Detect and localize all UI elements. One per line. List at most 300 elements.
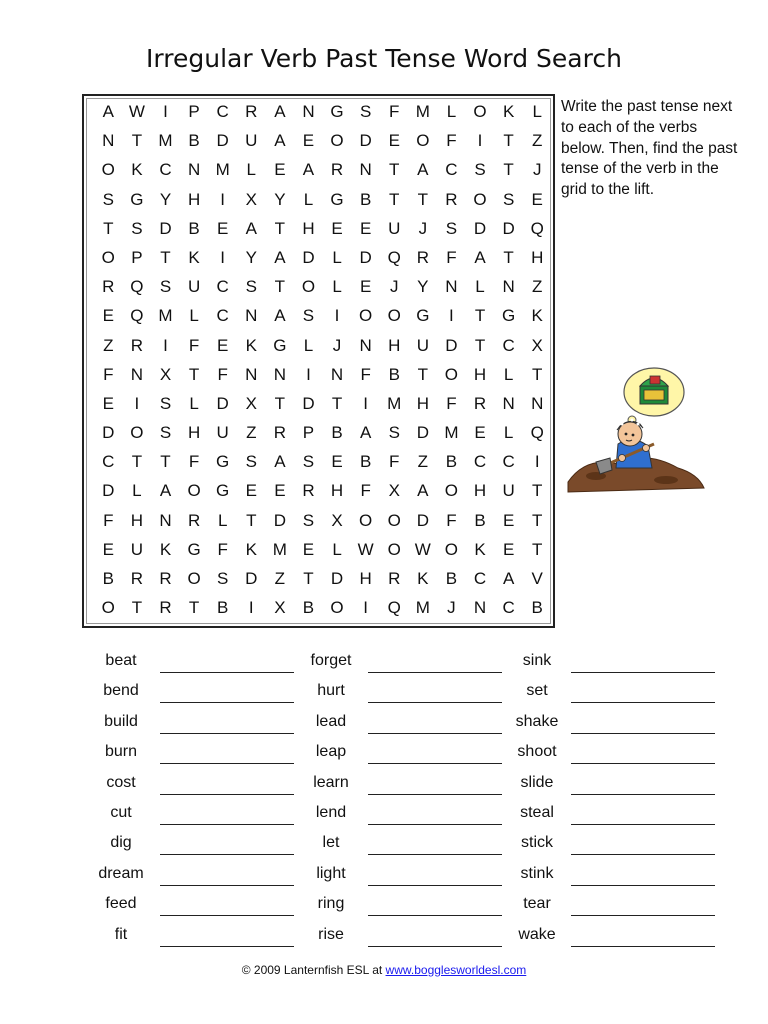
website-link[interactable]: www.bogglesworldesl.com — [385, 963, 527, 977]
grid-letter: U — [216, 423, 229, 443]
verb-label: learn — [313, 773, 349, 791]
grid-letter: E — [388, 131, 400, 151]
grid-letter: S — [159, 393, 172, 413]
grid-letter: E — [531, 189, 543, 209]
grid-letter: Q — [530, 218, 544, 238]
grid-letter: B — [445, 452, 458, 472]
grid-letter: N — [359, 160, 372, 180]
grid-letter: Y — [245, 247, 257, 267]
grid-letter: A — [159, 481, 172, 501]
grid-letter: I — [363, 598, 368, 618]
grid-letter: L — [332, 247, 342, 267]
verb-list — [0, 648, 768, 948]
grid-letter: H — [473, 364, 487, 384]
grid-letter: A — [274, 306, 286, 326]
grid-letter: N — [359, 335, 372, 355]
answer-line[interactable] — [160, 794, 294, 795]
grid-letter: E — [245, 481, 257, 501]
verb-label: rise — [318, 925, 344, 943]
grid-letter: C — [502, 452, 515, 472]
grid-letter: I — [306, 364, 311, 384]
grid-letter: J — [389, 277, 399, 297]
grid-letter: N — [302, 102, 315, 121]
grid-letter: C — [473, 452, 487, 472]
copyright-text: © 2009 Lanternfish ESL at — [241, 963, 386, 977]
grid-letter: S — [302, 452, 315, 472]
grid-letter: F — [217, 364, 228, 384]
answer-line[interactable] — [571, 763, 715, 764]
grid-letter: I — [449, 306, 454, 326]
verb-label: cut — [110, 803, 132, 821]
grid-letter: N — [330, 364, 344, 384]
grid-letter: I — [477, 131, 483, 151]
grid-letter: O — [101, 160, 115, 180]
grid-letter: Y — [417, 277, 429, 297]
grid-letter: G — [416, 306, 430, 326]
grid-letter: M — [215, 160, 230, 180]
answer-line[interactable] — [571, 854, 715, 855]
grid-letter: K — [474, 539, 486, 559]
grid-letter: T — [532, 539, 543, 559]
verb-label: leap — [315, 743, 347, 761]
grid-letter: B — [188, 131, 200, 151]
grid-letter: O — [101, 247, 115, 267]
copyright-footer — [0, 963, 768, 977]
grid-letter: O — [187, 569, 201, 588]
answer-line[interactable] — [160, 702, 294, 703]
grid-letter: M — [444, 423, 459, 443]
grid-letter: B — [359, 452, 372, 472]
grid-letter: N — [445, 277, 458, 297]
grid-letter: D — [359, 131, 372, 151]
answer-line[interactable] — [368, 733, 502, 734]
answer-line[interactable] — [160, 946, 294, 947]
grid-letter: X — [388, 481, 400, 501]
grid-letter: F — [446, 131, 457, 151]
answer-line[interactable] — [571, 672, 715, 673]
grid-letter: O — [330, 131, 344, 151]
answer-line[interactable] — [160, 733, 294, 734]
grid-letter: T — [246, 510, 257, 530]
verb-label: ring — [317, 895, 345, 913]
grid-letter: S — [359, 102, 372, 121]
answer-line[interactable] — [160, 672, 294, 673]
grid-letter: G — [330, 189, 344, 209]
grid-letter: B — [388, 364, 400, 384]
grid-letter: J — [418, 218, 428, 238]
grid-letter: E — [302, 131, 315, 151]
grid-letter: S — [159, 277, 172, 297]
grid-letter: E — [502, 510, 515, 530]
verb-label: dig — [110, 834, 132, 852]
grid-letter: D — [216, 131, 229, 151]
grid-letter: N — [473, 598, 487, 618]
grid-letter: U — [187, 277, 201, 297]
grid-letter: J — [332, 335, 342, 355]
grid-letter: Q — [130, 306, 144, 326]
grid-letter: L — [303, 335, 314, 355]
answer-line[interactable] — [368, 702, 502, 703]
verb-label: stink — [520, 864, 554, 882]
grid-letter: E — [331, 218, 343, 238]
grid-letter: T — [303, 569, 314, 588]
grid-letter: D — [359, 247, 372, 267]
grid-letter: R — [245, 102, 258, 121]
grid-letter: X — [274, 598, 286, 618]
grid-letter: U — [245, 131, 258, 151]
grid-letter: L — [475, 277, 485, 297]
grid-letter: C — [445, 160, 458, 180]
grid-letter: S — [302, 306, 315, 326]
answer-line[interactable] — [160, 915, 294, 916]
grid-letter: Z — [532, 277, 543, 297]
grid-letter: I — [220, 189, 226, 209]
grid-letter: A — [274, 131, 286, 151]
grid-letter: L — [503, 423, 514, 443]
grid-letter: E — [102, 393, 114, 413]
grid-letter: X — [159, 364, 172, 384]
verb-label: burn — [104, 743, 138, 761]
grid-letter: B — [331, 423, 343, 443]
grid-letter: R — [302, 481, 315, 501]
answer-line[interactable] — [160, 763, 294, 764]
grid-letter: H — [187, 189, 201, 209]
grid-letter: F — [389, 452, 400, 472]
grid-letter: E — [217, 335, 229, 355]
grid-letter: L — [132, 481, 142, 501]
grid-letter: T — [389, 189, 400, 209]
grid-letter: T — [417, 189, 429, 209]
grid-letter: F — [103, 510, 114, 530]
grid-letter: N — [245, 306, 258, 326]
answer-line[interactable] — [571, 946, 715, 947]
grid-letter: L — [532, 102, 542, 121]
grid-letter: I — [163, 102, 168, 121]
grid-letter: W — [414, 539, 431, 559]
grid-letter: S — [159, 423, 172, 443]
grid-letter: Y — [274, 189, 286, 209]
grid-letter: T — [532, 364, 543, 384]
grid-letter: B — [531, 598, 543, 618]
verb-label: shoot — [517, 743, 557, 761]
grid-letter: P — [131, 247, 143, 267]
grid-letter: K — [417, 569, 429, 588]
grid-letter: R — [130, 335, 144, 355]
grid-letter: A — [302, 160, 315, 180]
grid-letter: I — [534, 452, 540, 472]
grid-letter: F — [389, 102, 400, 121]
grid-letter: T — [503, 160, 514, 180]
grid-letter: G — [187, 539, 201, 559]
grid-letter: D — [273, 510, 286, 530]
grid-letter: T — [474, 306, 486, 326]
grid-letter: U — [388, 218, 401, 238]
grid-letter: F — [360, 481, 371, 501]
grid-letter: E — [274, 481, 286, 501]
grid-letter: P — [188, 102, 200, 121]
grid-letter: T — [274, 393, 286, 413]
grid-letter: O — [101, 598, 115, 618]
answer-line[interactable] — [571, 733, 715, 734]
answer-line[interactable] — [368, 885, 502, 886]
answer-line[interactable] — [160, 885, 294, 886]
answer-line[interactable] — [368, 794, 502, 795]
grid-letter: T — [131, 452, 143, 472]
answer-line[interactable] — [571, 824, 715, 825]
grid-letter: S — [245, 452, 257, 472]
grid-letter: G — [216, 452, 230, 472]
grid-letter: E — [502, 539, 515, 559]
grid-letter: T — [188, 598, 200, 618]
grid-letter: O — [416, 131, 430, 151]
grid-letter: Q — [387, 598, 401, 618]
grid-letter: D — [102, 423, 115, 443]
grid-letter: K — [159, 539, 172, 559]
grid-letter: D — [416, 423, 429, 443]
verb-label: dream — [98, 864, 144, 882]
grid-letter: V — [531, 569, 543, 588]
grid-letter: T — [131, 131, 143, 151]
answer-line[interactable] — [160, 854, 294, 855]
grid-letter: F — [446, 510, 457, 530]
grid-letter: T — [532, 510, 543, 530]
grid-letter: N — [502, 277, 515, 297]
grid-letter: A — [274, 247, 286, 267]
grid-letter: T — [503, 131, 514, 151]
verb-label: tear — [523, 895, 551, 913]
verb-label: forget — [310, 652, 352, 669]
verb-label: stick — [521, 834, 553, 852]
answer-line[interactable] — [368, 824, 502, 825]
verb-label: steal — [520, 803, 554, 821]
grid-letter: T — [160, 452, 171, 472]
grid-letter: E — [274, 160, 286, 180]
grid-letter: Z — [274, 569, 286, 588]
grid-letter: S — [502, 189, 515, 209]
grid-letter: Z — [246, 423, 257, 443]
grid-letter: Q — [530, 423, 544, 443]
grid-letter: B — [302, 598, 315, 618]
verb-label: lead — [315, 712, 347, 730]
verb-label: sink — [522, 652, 552, 669]
grid-letter: F — [103, 364, 114, 384]
verb-label: shake — [515, 712, 559, 730]
grid-letter: N — [102, 131, 115, 151]
grid-letter: W — [357, 539, 374, 559]
verb-label: slide — [520, 773, 554, 791]
grid-letter: O — [330, 598, 344, 618]
grid-letter: Z — [417, 452, 429, 472]
grid-letter: H — [473, 481, 487, 501]
grid-letter: L — [217, 510, 228, 530]
grid-letter: D — [502, 218, 515, 238]
grid-letter: C — [216, 306, 229, 326]
worksheet-title: Irregular Verb Past Tense Word Search — [146, 44, 622, 73]
grid-letter: A — [474, 247, 486, 267]
grid-letter: L — [332, 277, 342, 297]
grid-letter: L — [303, 189, 314, 209]
answer-line[interactable] — [368, 672, 502, 673]
grid-letter: T — [331, 393, 343, 413]
grid-letter: N — [273, 364, 286, 384]
grid-letter: D — [159, 218, 172, 238]
grid-letter: E — [102, 539, 114, 559]
grid-letter: A — [417, 481, 429, 501]
grid-letter: C — [216, 277, 229, 297]
grid-letter: E — [302, 539, 315, 559]
grid-letter: T — [160, 247, 171, 267]
verb-label: fit — [114, 925, 128, 943]
verb-label: cost — [106, 773, 136, 791]
answer-line[interactable] — [368, 854, 502, 855]
grid-letter: O — [359, 510, 373, 530]
grid-letter: N — [159, 510, 172, 530]
grid-letter: S — [445, 218, 458, 238]
grid-letter: E — [102, 306, 114, 326]
grid-letter: N — [531, 393, 544, 413]
grid-letter: A — [502, 569, 515, 588]
answer-line[interactable] — [571, 794, 715, 795]
grid-letter: O — [187, 481, 201, 501]
grid-letter: M — [158, 306, 173, 326]
grid-letter: S — [131, 218, 143, 238]
grid-letter: O — [387, 539, 401, 559]
grid-letter: K — [245, 335, 257, 355]
grid-letter: L — [189, 306, 199, 326]
grid-letter: K — [131, 160, 143, 180]
grid-letter: X — [245, 393, 257, 413]
grid-letter: W — [128, 102, 145, 121]
grid-letter: O — [359, 306, 373, 326]
grid-letter: T — [532, 481, 543, 501]
grid-letter: R — [388, 569, 401, 588]
grid-letter: R — [273, 423, 286, 443]
verb-label: light — [316, 864, 346, 882]
grid-letter: O — [444, 539, 459, 559]
instructions-text: Write the past tense next to each of the verbs below. Then, find the past tense of the verb in the grid to the lift. — [561, 98, 738, 199]
grid-letter: B — [359, 189, 372, 209]
grid-letter: I — [363, 393, 368, 413]
grid-letter: B — [217, 598, 229, 618]
grid-letter: F — [217, 539, 228, 559]
grid-letter: M — [415, 102, 430, 121]
grid-letter: K — [502, 102, 515, 121]
answer-line[interactable] — [571, 885, 715, 886]
grid-letter: I — [220, 247, 226, 267]
grid-letter: R — [473, 393, 487, 413]
answer-line[interactable] — [368, 763, 502, 764]
grid-letter: C — [473, 569, 487, 588]
grid-letter: E — [217, 218, 229, 238]
grid-letter: T — [188, 364, 200, 384]
grid-letter: K — [245, 539, 257, 559]
grid-letter: T — [389, 160, 400, 180]
grid-letter: B — [102, 569, 114, 588]
grid-letter: Q — [387, 247, 401, 267]
digging-pirate-treasure-icon — [566, 364, 706, 496]
grid-letter: G — [130, 189, 144, 209]
answer-line[interactable] — [368, 946, 502, 947]
grid-letter: J — [532, 160, 542, 180]
grid-letter: T — [131, 598, 143, 618]
grid-letter: L — [446, 102, 457, 121]
grid-letter: X — [331, 510, 343, 530]
grid-letter: U — [416, 335, 429, 355]
answer-line[interactable] — [160, 824, 294, 825]
grid-letter: F — [188, 335, 200, 355]
grid-letter: E — [359, 277, 372, 297]
grid-letter: O — [130, 423, 144, 443]
verb-label: let — [322, 834, 340, 852]
grid-letter: N — [130, 364, 144, 384]
verb-label: beat — [105, 652, 137, 669]
verb-label: lend — [315, 803, 347, 821]
grid-letter: I — [134, 393, 140, 413]
grid-letter: R — [187, 510, 201, 530]
grid-letter: M — [415, 598, 430, 618]
grid-letter: R — [416, 247, 429, 267]
grid-letter: D — [216, 393, 229, 413]
grid-letter: N — [502, 393, 515, 413]
grid-letter: F — [360, 364, 371, 384]
grid-letter: E — [474, 423, 486, 443]
grid-letter: A — [102, 102, 114, 121]
grid-letter: L — [332, 539, 342, 559]
grid-letter: T — [274, 277, 286, 297]
grid-letter: M — [272, 539, 287, 559]
grid-letter: C — [502, 598, 515, 618]
grid-letter: D — [330, 569, 344, 588]
grid-letter: O — [387, 510, 401, 530]
grid-letter: O — [473, 189, 487, 209]
grid-letter: T — [274, 218, 286, 238]
grid-letter: H — [531, 247, 544, 267]
grid-letter: S — [388, 423, 400, 443]
grid-letter: X — [245, 189, 257, 209]
grid-letter: K — [188, 247, 200, 267]
grid-letter: O — [301, 277, 316, 297]
grid-letter: Q — [130, 277, 144, 297]
grid-letter: M — [158, 131, 173, 151]
grid-letter: C — [159, 160, 172, 180]
grid-letter: N — [245, 364, 258, 384]
grid-letter: C — [216, 102, 229, 121]
grid-letter: I — [334, 306, 340, 326]
grid-letter: D — [102, 481, 115, 501]
grid-letter: S — [217, 569, 229, 588]
grid-letter: S — [245, 277, 257, 297]
word-search-grid — [94, 97, 552, 622]
grid-letter: U — [130, 539, 144, 559]
answer-line[interactable] — [368, 915, 502, 916]
grid-letter: K — [531, 306, 543, 326]
grid-letter: R — [159, 569, 172, 588]
grid-letter: F — [446, 393, 457, 413]
answer-line[interactable] — [571, 702, 715, 703]
grid-letter: E — [331, 452, 343, 472]
grid-letter: H — [359, 569, 372, 588]
grid-letter: S — [474, 160, 486, 180]
grid-letter: T — [503, 247, 514, 267]
answer-line[interactable] — [571, 915, 715, 916]
grid-letter: D — [445, 335, 458, 355]
grid-letter: H — [130, 510, 144, 530]
verb-label: bend — [103, 682, 139, 700]
grid-letter: L — [189, 393, 199, 413]
grid-letter: Z — [532, 131, 543, 151]
grid-letter: I — [248, 598, 254, 618]
grid-letter: D — [302, 247, 315, 267]
